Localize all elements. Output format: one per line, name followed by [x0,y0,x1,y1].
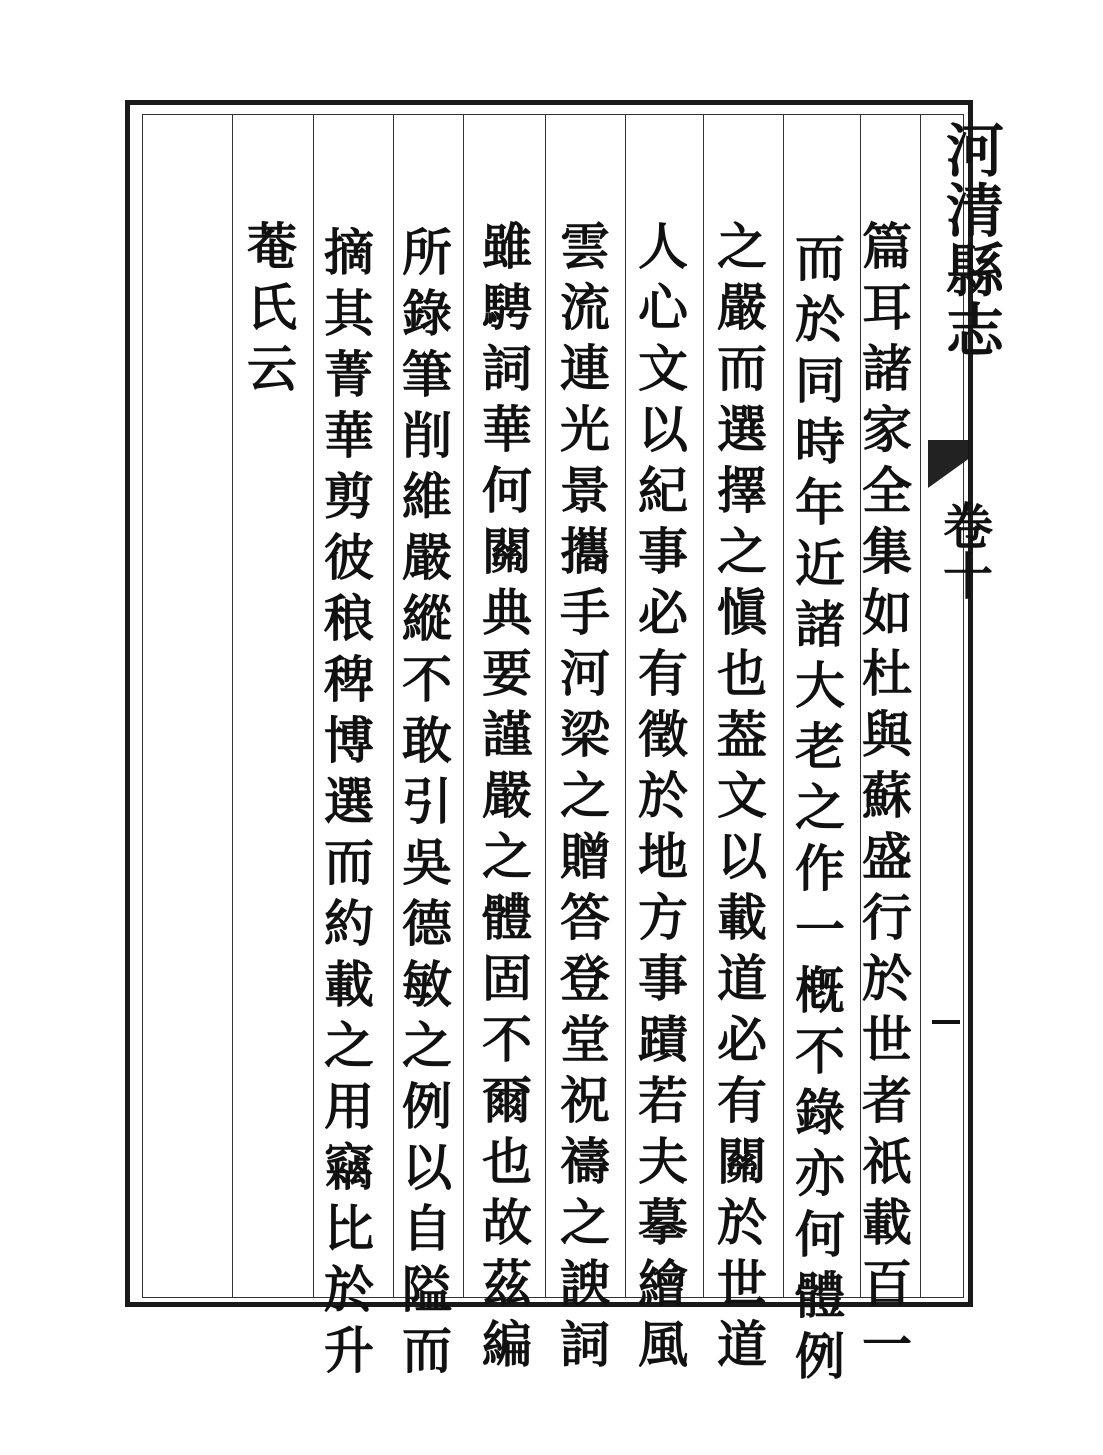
text-column-8: 摘其菁華剪彼稂稗博選而約載之用竊比於升 [316,226,375,1385]
column-rule [920,114,921,1298]
text-column-6: 雖騁詞華何關典要謹嚴之體固不爾也故茲編 [474,220,533,1379]
leaf-number-mark [932,1020,960,1024]
volume-number: 卷十 [935,500,994,600]
text-column-4: 人心文以紀事必有徵於地方事蹟若夫摹繪風 [630,220,689,1379]
column-rule [703,114,704,1298]
column-rule [232,114,233,1298]
text-column-9: 菴氏云 [239,220,298,403]
text-column-3: 之嚴而選擇之愼也葢文以載道必有關於世道 [709,220,768,1379]
gazetteer-title: 河清縣志 [936,120,1004,360]
text-column-1: 篇耳諸家全集如杜與蘇盛行於世者祇載百一 [854,220,913,1379]
column-rule [313,114,314,1298]
column-rule [463,114,464,1298]
column-rule [545,114,546,1298]
column-rule [625,114,626,1298]
text-column-2: 而於同時年近諸大老之作一槪不錄亦何體例 [787,232,846,1391]
text-column-7: 所錄筆削維嚴縱不敢引吳德敏之例以自隘而 [394,226,453,1385]
column-rule [783,114,784,1298]
text-column-5: 雲流連光景攜手河梁之贈答登堂祝禱之諛詞 [552,220,611,1379]
